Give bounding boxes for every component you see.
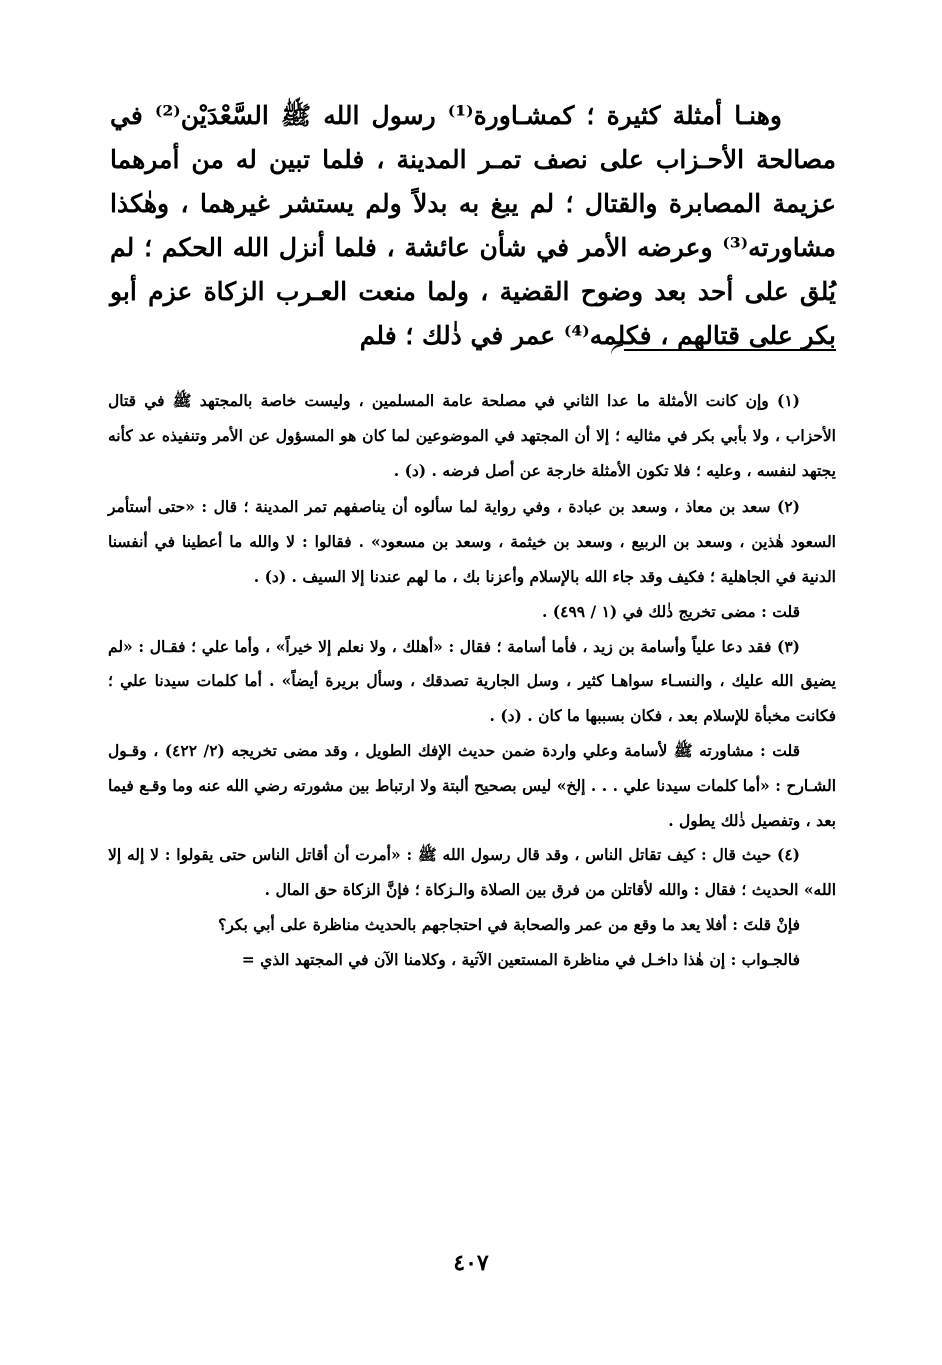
footnote-2-note-text: قلت : مضى تخريج ذٰلك في (١ / ٤٩٩) .: [542, 601, 800, 621]
main-text-block: [110, 94, 836, 358]
footnote-2-note: [108, 595, 836, 630]
footnote-4: [108, 838, 836, 908]
footnote-4-answer-text: فالجـواب : إن هٰذا داخـل في مناظرة المستعين الآتية ، وكلامنا الآن في المجتهد الذي =: [241, 949, 800, 969]
page-number: ٤٠٧: [453, 1250, 489, 1276]
footnote-3: [108, 630, 836, 734]
footnote-3-note: [108, 734, 836, 838]
footnotes-block: [108, 384, 836, 978]
main-paragraph: [110, 94, 836, 358]
footnote-4-question: [108, 908, 836, 943]
footnote-1: [108, 384, 836, 488]
footnote-3-note-text: قلت : مشاورته ﷺ لأسامة وعلي واردة ضمن حديث الإفك الطويل ، وقد مضى تخريجه (٢/ ٤٢٢) ، وقـول الشـارح : «أما كلمات سيدنا علي . . . إلخ» ليس بصحيح ألبتة ولا ارتباط بين مشورته رضي الله عنه وما وقـع فيما بعد ، وتفصيل ذٰلك يطول .: [108, 740, 836, 830]
footnote-4-text: (٤) حيث قال : كيف تقاتل الناس ، وقد قال رسول الله ﷺ : «أمرت أن أقاتل الناس حتى يقولوا : لا إله إلا الله» الحديث ؛ فقال : والله لأقاتلن من فرق بين الصلاة والـزكاة ؛ فإنَّ الزكاة حق المال .: [108, 845, 836, 900]
footnote-4-answer: [108, 943, 836, 978]
footnote-4-question-text: فإنْ قلتَ : أفلا يعد ما وقع من عمر والصحابة في احتجاجهم بالحديث مناظرة على أبي بكر؟: [218, 914, 800, 934]
footnote-1-text: (١) وإن كانت الأمثلة ما عدا الثاني في مصلحة عامة المسلمين ، وليست خاصة بالمجتهد ﷺ في قتال الأحزاب ، ولا بأبي بكر في مثاليه ؛ إلا أن المجتهد في الموضوعين لما كان هو المسؤول عن الأمر وتنفيذه عد كأنه يجتهد لنفسه ، وعليه ؛ فلا تكون الأمثلة خارجة عن أصل فرضه . (د) .: [108, 391, 836, 480]
footnote-separator: [624, 349, 836, 351]
footnote-2: [108, 490, 836, 594]
footnote-3-text: (٣) فقد دعا علياً وأسامة بن زيد ، فأما أسامة ؛ فقال : «أهلك ، ولا نعلم إلا خيراً» ، وأما علي ؛ فقـال : «لم يضيق الله عليك ، والنسـاء سواهـا كثير ، وسل الجارية تصدقك ، وسأل بريرة أيضاً» . أما كلمات سيدنا علي ؛ فكانت مخبأة للإسلام بعد ، فكان بسببها ما كان . (د) .: [108, 636, 836, 726]
main-paragraph-text: وهنـا أمثلة كثيرة ؛ كمشـاورة⁽¹⁾ رسول الله ﷺ السَّعْدَيْن⁽²⁾ في مصالحة الأحـزاب على نصف تمـر المدينة ، فلما تبين له من أمرهما عزيمة المصابرة والقتال ؛ لم يبغ به بدلاً ولم يستشر غيرهما ، وهٰكذا مشاورته⁽³⁾ وعرضه الأمر في شأن عائشة ، فلما أنزل الله الحكم ؛ لم يُلق على أحد بعد وضوح القضية ، ولما منعت العـرب الزكاة عزم أبو بكر على قتالهم ، فكلمه⁽⁴⁾ عمر في ذٰلك ؛ فلم: [110, 101, 836, 350]
footnote-2-text: (٢) سعد بن معاذ ، وسعد بن عبادة ، وفي رواية لما سألوه أن يناصفهم تمر المدينة ؛ قال : «حتى أستأمر السعود هٰذين ، وسعد بن الربيع ، وسعد بن خيثمة ، وسعد بن مسعود» . فقالوا : لا والله ما أعطينا في أنفسنا الدنية في الجاهلية ؛ فكيف وقد جاء الله بالإسلام وأعزنا بك ، ما لهم عندنا إلا السيف . (د) .: [108, 497, 836, 586]
